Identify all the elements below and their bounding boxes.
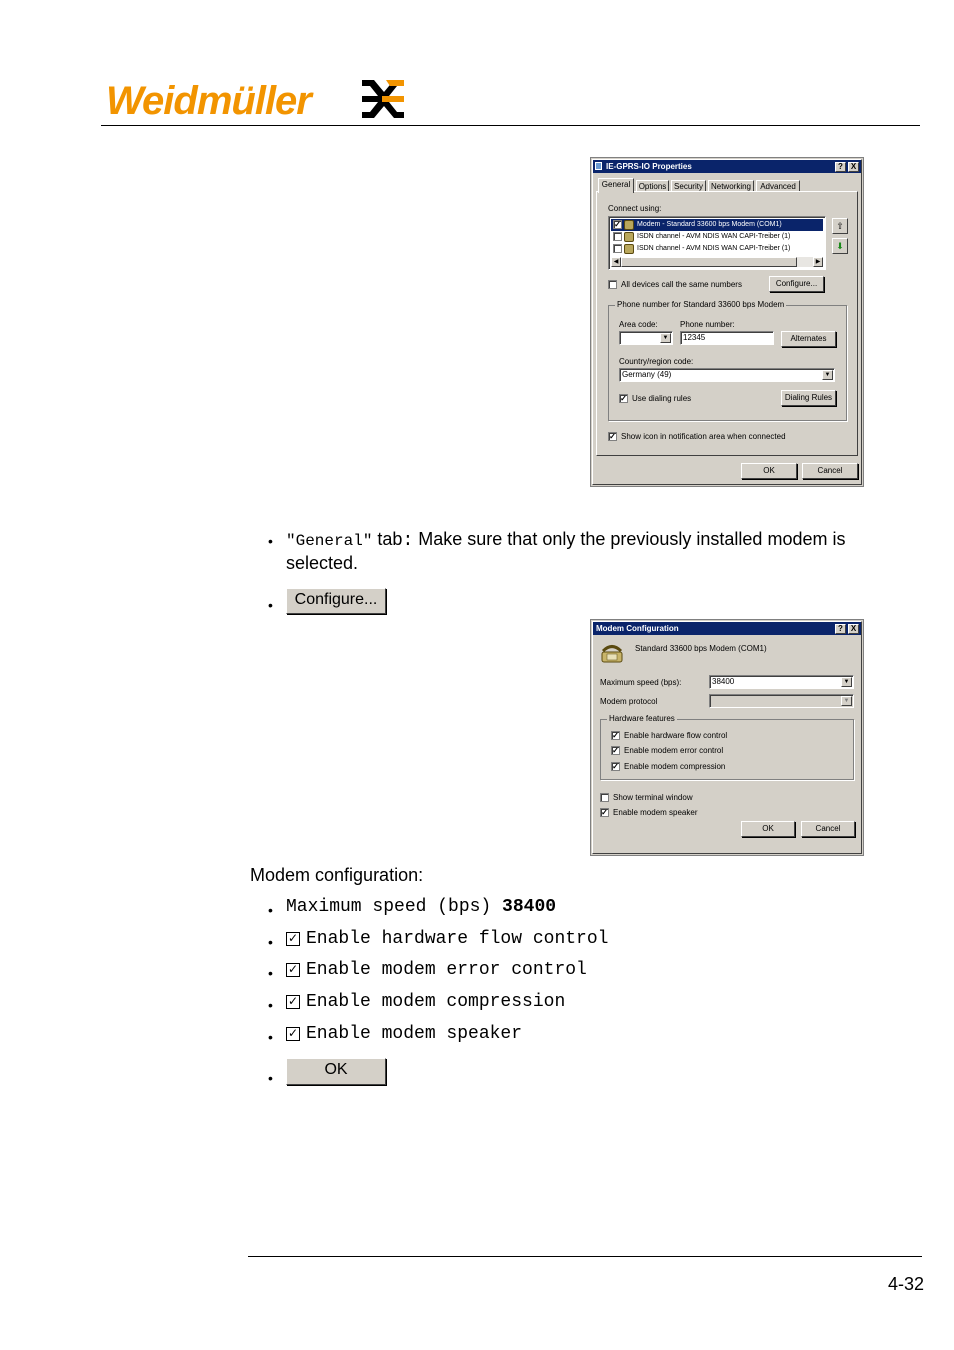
properties-dialog-titlebar[interactable] [593,160,861,173]
enable-speaker-checkbox[interactable]: ✓ [601,808,608,817]
compression-label: Enable modem compression [624,762,726,771]
modem-telephone-icon [600,642,624,664]
list-item[interactable] [611,243,823,255]
ok-button[interactable]: OK [741,463,797,479]
bullet-marker: • [268,965,273,981]
enable-speaker-label: Enable modem speaker [613,808,698,817]
tab-advanced[interactable]: Advanced [756,180,800,192]
max-speed-label: Maximum speed (bps): [600,678,682,687]
device-label: Modem - Standard 33600 bps Modem (COM1) [637,221,782,228]
country-value: Germany (49) [622,370,672,379]
show-terminal-checkbox[interactable] [600,793,609,802]
bullet-marker: • [268,902,273,918]
phone-group-title: Phone number for Standard 33600 bps Modem [617,300,785,309]
device-label: ISDN channel - AVM NDIS WAN CAPI-Treiber (1) [637,233,791,240]
phone-number-group [608,300,847,421]
modem-configuration-dialog [590,619,864,856]
checked-box-icon: ✓ [287,994,299,1008]
compression-setting [286,991,565,1013]
show-icon-checkbox[interactable]: ✓ [609,432,616,441]
ok-button[interactable]: OK [741,821,795,837]
footer-rule [248,1256,922,1257]
compression-checkbox[interactable]: ✓ [612,762,619,771]
hw-flow-setting [286,928,608,950]
close-button[interactable]: X [848,624,859,634]
horizontal-scrollbar[interactable] [611,257,823,267]
configure-button[interactable]: Configure... [769,276,824,292]
max-speed-text: Maximum speed (bps) [286,897,503,917]
close-button[interactable]: X [848,162,859,172]
tab-networking[interactable]: Networking [708,180,754,192]
instruction-text: Make sure that only the previously installed modem is selected. [286,529,846,573]
area-code-label: Area code: [619,320,658,329]
setting-label: Enable modem compression [306,992,566,1012]
chevron-down-icon[interactable]: ▼ [822,370,833,380]
hardware-features-group [600,714,854,780]
bullet-marker: • [268,597,273,613]
chevron-down-icon[interactable]: ▼ [841,696,852,706]
configure-button[interactable]: Configure... [286,588,386,614]
area-code-dropdown[interactable] [619,331,673,345]
brand-logo-text: Weidmüller [106,79,311,123]
device-checkbox[interactable] [613,232,622,241]
tab-word: tab [372,529,403,549]
scroll-left-icon[interactable]: ◀ [611,257,621,267]
dialing-rules-button[interactable]: Dialing Rules [781,390,836,406]
hardware-group-title: Hardware features [609,714,675,723]
modem-config-heading: Modem configuration: [250,865,424,885]
move-up-icon[interactable]: ⇧ [832,218,848,234]
bullet-marker: • [268,1070,273,1086]
general-tab-code: "General" [286,532,373,550]
device-checkbox[interactable]: ✓ [614,220,621,229]
checked-box-icon: ✓ [287,1026,299,1040]
bullet-marker: • [268,997,273,1013]
scroll-thumb[interactable] [621,257,797,267]
modem-dialog-titlebar[interactable] [593,622,861,635]
cancel-button[interactable]: Cancel [802,463,858,479]
alternates-button[interactable]: Alternates [781,331,836,347]
device-label: ISDN channel - AVM NDIS WAN CAPI-Treiber (1) [637,245,791,252]
speaker-setting [286,1023,522,1045]
max-speed-value: 38400 [712,677,735,686]
move-down-icon[interactable]: ⬇ [832,238,848,254]
phone-number-label: Phone number: [680,320,735,329]
max-speed-dropdown[interactable] [709,675,854,689]
scroll-right-icon[interactable]: ▶ [813,257,823,267]
checked-box-icon: ✓ [287,931,299,945]
page-number: 4-32 [887,1274,924,1294]
colon: : [402,531,414,551]
bullet-marker: • [268,533,273,549]
modem-icon [624,220,634,230]
show-icon-label: Show icon in notification area when connected [621,432,786,441]
country-dropdown[interactable] [619,368,835,382]
country-label: Country/region code: [619,357,694,366]
max-speed-value: 38400 [502,897,557,917]
cancel-button[interactable]: Cancel [801,821,855,837]
use-dialing-rules-checkbox[interactable]: ✓ [620,394,627,403]
show-terminal-label: Show terminal window [613,793,693,802]
list-item[interactable] [611,219,823,231]
ok-button[interactable]: OK [286,1058,386,1085]
header-rule [101,125,920,126]
device-checkbox[interactable] [613,244,622,253]
use-dialing-rules-label: Use dialing rules [632,394,692,403]
general-tab-instruction [286,528,846,574]
isdn-icon [624,244,634,254]
error-control-label: Enable modem error control [624,746,724,755]
dialog-title: Modem Configuration [596,624,679,633]
modem-protocol-label: Modem protocol [600,697,658,706]
chevron-down-icon[interactable]: ▼ [841,677,852,687]
connect-using-label: Connect using: [608,204,662,213]
setting-label: Enable hardware flow control [306,929,609,949]
properties-dialog [590,157,864,487]
modem-protocol-dropdown[interactable] [709,694,854,708]
error-control-checkbox[interactable]: ✓ [612,746,619,755]
device-list[interactable] [608,216,826,270]
bullet-marker: • [268,934,273,950]
brand-logo-mark-icon [360,76,406,118]
all-devices-checkbox[interactable] [608,280,617,289]
help-button[interactable]: ? [835,162,846,172]
checked-box-icon: ✓ [287,962,299,976]
list-item[interactable] [611,231,823,243]
hw-flow-control-checkbox[interactable]: ✓ [612,731,619,740]
bullet-marker: • [268,1029,273,1045]
tab-general[interactable]: General [598,178,634,193]
setting-label: Enable modem speaker [306,1024,523,1044]
max-speed-setting [286,896,556,918]
all-devices-label: All devices call the same numbers [621,280,742,289]
modem-name: Standard 33600 bps Modem (COM1) [635,644,767,653]
general-tab-panel [596,191,858,456]
tab-options[interactable]: Options [636,180,669,192]
help-button[interactable]: ? [835,624,846,634]
phone-number-input[interactable]: 12345 [680,331,774,345]
chevron-down-icon[interactable]: ▼ [660,333,671,343]
tab-security[interactable]: Security [671,180,706,192]
error-control-setting [286,959,587,981]
dialog-title: IE-GPRS-IO Properties [606,162,692,171]
hw-flow-control-label: Enable hardware flow control [624,731,728,740]
isdn-icon [624,232,634,242]
network-icon [595,162,602,170]
setting-label: Enable modem error control [306,960,587,980]
